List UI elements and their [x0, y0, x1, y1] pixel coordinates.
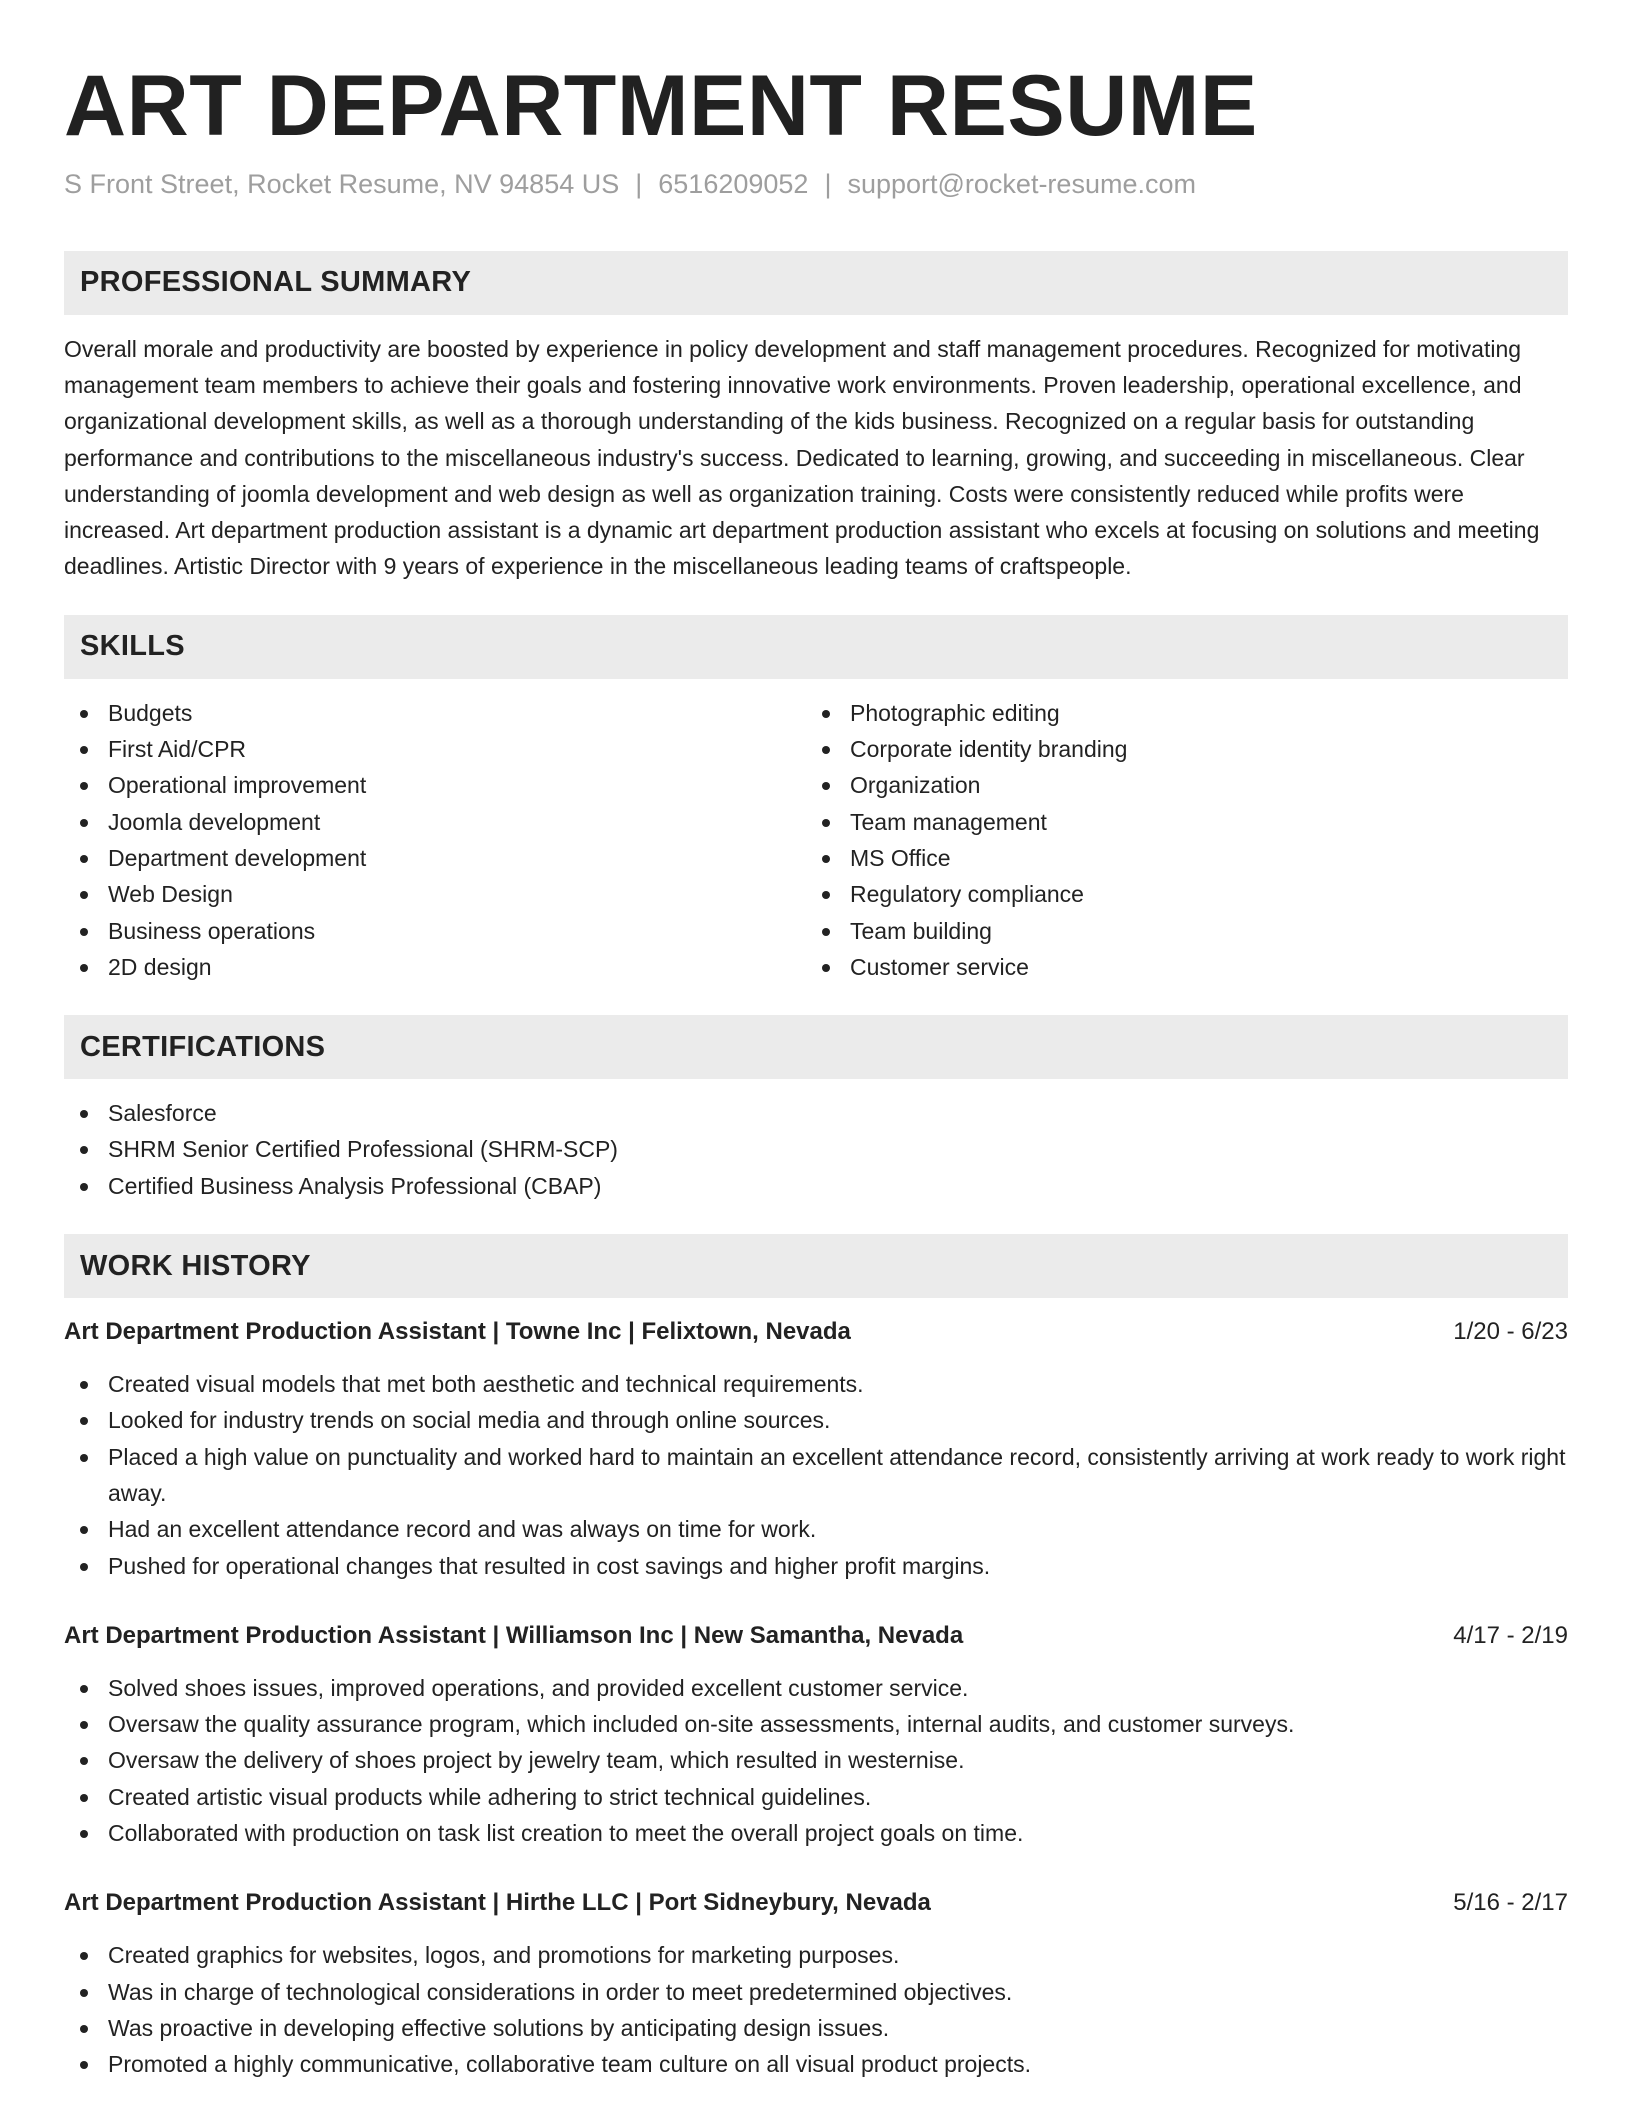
list-item: Team building	[806, 913, 1548, 949]
list-item: First Aid/CPR	[64, 731, 806, 767]
list-item: Salesforce	[64, 1095, 1568, 1131]
list-item: Budgets	[64, 695, 806, 731]
list-item: Was proactive in developing effective solutions by anticipating design issues.	[64, 2010, 1568, 2046]
job-title: Art Department Production Assistant | Towne Inc | Felixtown, Nevada	[64, 1318, 851, 1346]
list-item: Department development	[64, 840, 806, 876]
list-item: Created graphics for websites, logos, and promotions for marketing purposes.	[64, 1937, 1568, 1973]
contact-separator: |	[635, 169, 643, 200]
list-item: Customer service	[806, 949, 1548, 985]
job-title: Art Department Production Assistant | Hirthe LLC | Port Sidneybury, Nevada	[64, 1889, 931, 1917]
job-dates: 1/20 - 6/23	[1453, 1318, 1568, 1346]
contact-email: support@rocket-resume.com	[847, 169, 1196, 200]
contact-phone: 6516209052	[658, 169, 809, 200]
list-item: Business operations	[64, 913, 806, 949]
work-history-list	[64, 1314, 1568, 2082]
job-title: Art Department Production Assistant | Williamson Inc | New Samantha, Nevada	[64, 1621, 964, 1649]
job-entry	[64, 1885, 1568, 2082]
list-item: Regulatory compliance	[806, 876, 1548, 912]
section-heading-certifications: CERTIFICATIONS	[64, 1015, 1568, 1079]
resume-title: ART DEPARTMENT RESUME	[64, 58, 1258, 154]
contact-line	[64, 168, 1568, 200]
skills-column-left	[64, 695, 806, 985]
list-item: 2D design	[64, 949, 806, 985]
job-header	[64, 1314, 1568, 1350]
skills-list	[64, 695, 1568, 985]
list-item: Joomla development	[64, 804, 806, 840]
job-dates: 4/17 - 2/19	[1453, 1621, 1568, 1649]
skills-column-right	[806, 695, 1548, 985]
list-item: Web Design	[64, 876, 806, 912]
list-item: Oversaw the delivery of shoes project by jewelry team, which resulted in westernise.	[64, 1742, 1568, 1778]
job-bullets	[64, 1937, 1568, 2082]
list-item: Promoted a highly communicative, collaborative team culture on all visual product projects.	[64, 2046, 1568, 2082]
section-heading-skills: SKILLS	[64, 615, 1568, 679]
list-item: Operational improvement	[64, 767, 806, 803]
job-dates: 5/16 - 2/17	[1453, 1889, 1568, 1917]
contact-address: S Front Street, Rocket Resume, NV 94854 US	[64, 169, 620, 200]
list-item: Corporate identity branding	[806, 731, 1548, 767]
job-entry	[64, 1314, 1568, 1584]
list-item: Certified Business Analysis Professional (CBAP)	[64, 1168, 1568, 1204]
section-heading-work-history: WORK HISTORY	[64, 1234, 1568, 1298]
certifications-list	[64, 1095, 1568, 1204]
list-item: Photographic editing	[806, 695, 1548, 731]
job-bullets	[64, 1670, 1568, 1851]
list-item: Pushed for operational changes that resulted in cost savings and higher profit margins.	[64, 1548, 1568, 1584]
list-item: Looked for industry trends on social media and through online sources.	[64, 1402, 1568, 1438]
list-item: Created artistic visual products while adhering to strict technical guidelines.	[64, 1779, 1568, 1815]
job-bullets	[64, 1366, 1568, 1584]
list-item: Organization	[806, 767, 1548, 803]
job-entry	[64, 1618, 1568, 1851]
list-item: SHRM Senior Certified Professional (SHRM-SCP)	[64, 1131, 1568, 1167]
job-header	[64, 1885, 1568, 1921]
resume-page	[64, 0, 1568, 2083]
list-item: Solved shoes issues, improved operations, and provided excellent customer service.	[64, 1670, 1568, 1706]
job-header	[64, 1618, 1568, 1654]
list-item: Had an excellent attendance record and was always on time for work.	[64, 1511, 1568, 1547]
list-item: Oversaw the quality assurance program, which included on-site assessments, internal audits, and customer surveys.	[64, 1706, 1568, 1742]
contact-separator: |	[824, 169, 832, 200]
list-item: Placed a high value on punctuality and worked hard to maintain an excellent attendance record, consistently arriving at work ready to work right away.	[64, 1439, 1568, 1512]
list-item: Collaborated with production on task list creation to meet the overall project goals on time.	[64, 1815, 1568, 1851]
list-item: Team management	[806, 804, 1548, 840]
summary-text: Overall morale and productivity are boosted by experience in policy development and staff management procedures. Recognized for motivating management team members to achieve their goals and fostering innovative work environments. Proven leadership, operational excellence, and organizational development skills, as well as a thorough understanding of the kids business. Recognized on a regular basis for outstanding performance and contributions to the miscellaneous industry's success. Dedicated to learning, growing, and succeeding in miscellaneous. Clear understanding of joomla development and web design as well as organization training. Costs were consistently reduced while profits were increased. Art department production assistant is a dynamic art department production assistant who excels at focusing on solutions and meeting deadlines. Artistic Director with 9 years of experience in the miscellaneous leading teams of craftspeople.	[64, 335, 1540, 580]
list-item: Was in charge of technological considerations in order to meet predetermined objectives.	[64, 1974, 1568, 2010]
list-item: Created visual models that met both aesthetic and technical requirements.	[64, 1366, 1568, 1402]
section-heading-summary: PROFESSIONAL SUMMARY	[64, 251, 1568, 315]
list-item: MS Office	[806, 840, 1548, 876]
